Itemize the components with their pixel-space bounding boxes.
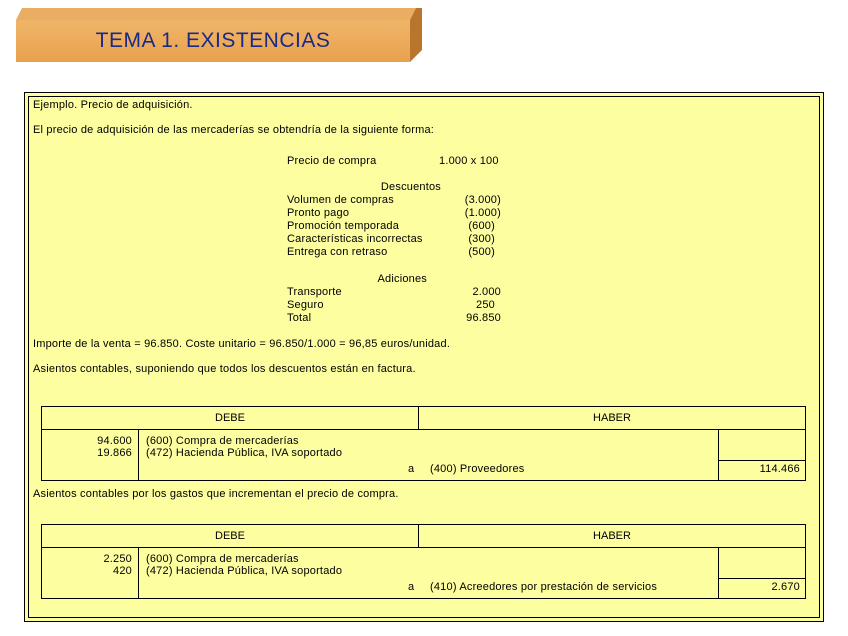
credit-divider bbox=[718, 548, 719, 598]
discount-label: Pronto pago bbox=[287, 207, 350, 219]
intro-text: El precio de adquisición de las mercaderías se obtendría de la siguiente forma: bbox=[33, 124, 435, 136]
discount-value: (3.000) bbox=[464, 194, 501, 206]
purchase-value: 1.000 x 100 bbox=[439, 155, 499, 167]
debe-header: DEBE bbox=[215, 412, 245, 424]
a-connector: a bbox=[408, 463, 415, 475]
addition-label: Transporte bbox=[287, 286, 342, 298]
credit-rule bbox=[718, 460, 805, 461]
debit-amount: 2.250 bbox=[103, 553, 132, 565]
discount-value: (500) bbox=[468, 246, 495, 258]
table-body bbox=[42, 548, 805, 598]
amount-divider bbox=[138, 548, 139, 598]
debit-account: (600) Compra de mercaderías bbox=[146, 553, 299, 565]
banner-face bbox=[16, 20, 410, 62]
credit-amount: 2.670 bbox=[771, 581, 800, 593]
addition-value: 250 bbox=[476, 299, 495, 311]
sale-line: Importe de la venta = 96.850. Coste unitario = 96.850/1.000 = 96,85 euros/unidad. bbox=[33, 338, 451, 350]
entries2-caption: Asientos contables por los gastos que incrementan el precio de compra. bbox=[33, 488, 399, 500]
credit-rule bbox=[718, 578, 805, 579]
haber-header: HABER bbox=[593, 530, 631, 542]
debit-amount: 19.866 bbox=[97, 447, 132, 459]
credit-amount: 114.466 bbox=[759, 463, 800, 475]
table-header bbox=[42, 525, 805, 548]
entries1-caption: Asientos contables, suponiendo que todos los descuentos están en factura. bbox=[33, 363, 416, 375]
debe-header: DEBE bbox=[215, 530, 245, 542]
discount-value: (1.000) bbox=[464, 207, 501, 219]
table-header bbox=[42, 407, 805, 430]
debit-account: (472) Hacienda Pública, IVA soportado bbox=[146, 447, 343, 459]
discount-label: Características incorrectas bbox=[287, 233, 423, 245]
banner-top-bevel bbox=[16, 8, 416, 20]
journal-table-2 bbox=[41, 524, 806, 599]
credit-account: (410) Acreedores por prestación de servicios bbox=[430, 581, 658, 593]
total-value: 96.850 bbox=[466, 312, 501, 324]
haber-header: HABER bbox=[593, 412, 631, 424]
amount-divider bbox=[138, 430, 139, 480]
total-label: Total bbox=[287, 312, 312, 324]
additions-heading: Adiciones bbox=[377, 273, 427, 285]
debit-amount: 94.600 bbox=[97, 435, 132, 447]
example-box bbox=[24, 92, 824, 622]
discounts-heading: Descuentos bbox=[380, 181, 441, 193]
discount-value: (600) bbox=[468, 220, 495, 232]
table-body bbox=[42, 430, 805, 480]
discount-value: (300) bbox=[468, 233, 495, 245]
page-title: TEMA 1. EXISTENCIAS bbox=[95, 29, 331, 52]
title-banner bbox=[16, 8, 426, 64]
addition-label: Seguro bbox=[287, 299, 324, 311]
discount-label: Promoción temporada bbox=[287, 220, 400, 232]
addition-value: 2.000 bbox=[472, 286, 501, 298]
credit-account: (400) Proveedores bbox=[430, 463, 525, 475]
discount-label: Volumen de compras bbox=[287, 194, 394, 206]
purchase-label: Precio de compra bbox=[287, 155, 377, 167]
debit-account: (472) Hacienda Pública, IVA soportado bbox=[146, 565, 343, 577]
a-connector: a bbox=[408, 581, 415, 593]
debit-amount: 420 bbox=[113, 565, 132, 577]
discount-label: Entrega con retraso bbox=[287, 246, 388, 258]
debit-account: (600) Compra de mercaderías bbox=[146, 435, 299, 447]
credit-divider bbox=[718, 430, 719, 480]
journal-table-1 bbox=[41, 406, 806, 481]
example-heading: Ejemplo. Precio de adquisición. bbox=[33, 99, 193, 111]
